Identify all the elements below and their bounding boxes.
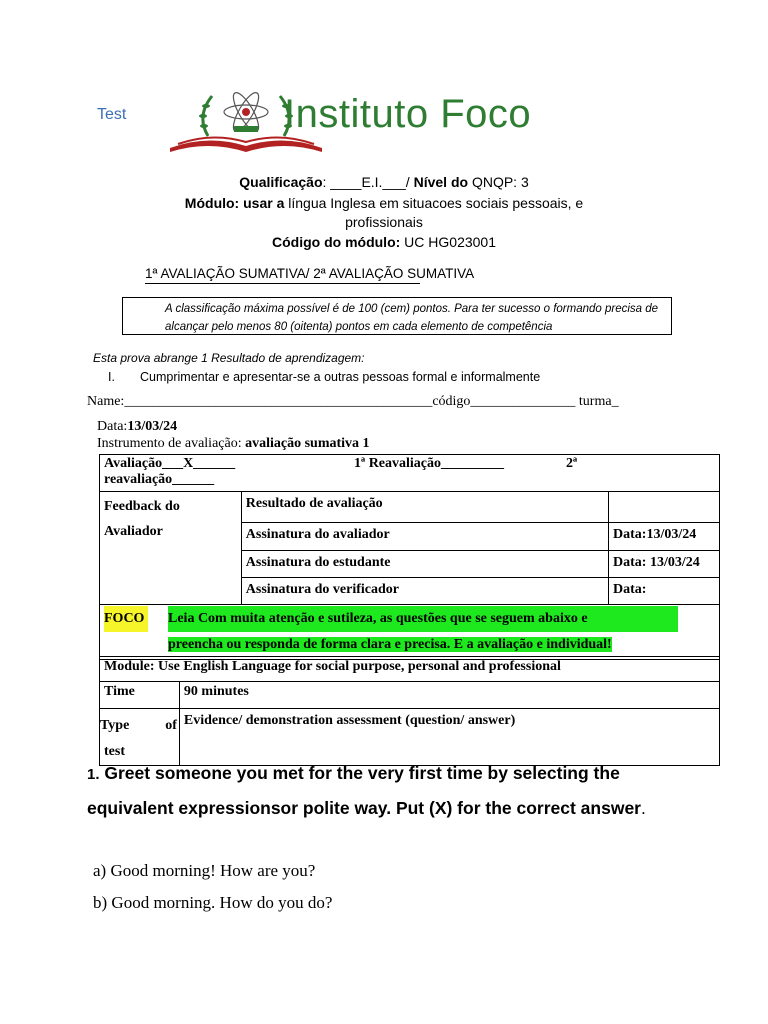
avaliacao-title: 1ª AVALIAÇÃO SUMATIVA/ 2ª AVALIAÇÃO SUMATIVA [145,266,475,281]
info-line-1: A classificação máxima possível é de 100 (cem) pontos. Para ter sucesso o formando precisa de [165,303,659,315]
info-box [122,297,672,335]
option-b[interactable]: b) Good morning. How do you do? [93,893,333,912]
time-value: 90 minutes [179,682,719,709]
logo-wordmark: Instituto Foco [284,92,532,136]
outcome-text: Cumprimentar e apresentar-se a outras pessoas formal e informalmente [140,370,541,384]
module-row: Module: Use English Language for social purpose, personal and professional [100,657,720,682]
title-underline [145,283,420,284]
assinatura-avaliador-label: Assinatura do avaliador [241,523,608,551]
resultado-value[interactable] [609,492,720,523]
info-line-2: alcançar pelo menos 80 (oitenta) pontos em cada elemento de competência [165,321,553,333]
test-label: Test [97,106,127,123]
instruction-line-1: Leia Com muita atenção e sutileza, as questões que se seguem abaixo e [168,606,678,632]
feedback-cell: Feedback do Avaliador [100,492,242,605]
qualificacao-line: Qualificação: ____E.I.___/ Nível do QNQP: 3 [239,174,529,190]
reavaliacao-2-field[interactable]: reavaliação______ [104,472,215,487]
avaliacao-row [100,455,720,492]
option-a[interactable]: a) Good morning! How are you? [93,861,316,880]
type-value: Evidence/ demonstration assessment (question/ answer) [179,709,719,766]
resultado-label: Resultado de avaliação [241,492,608,523]
reavaliacao-1-field[interactable]: 1ª Reavaliação_________ [354,456,505,471]
modulo-line-2: profissionais [345,214,423,230]
prova-intro: Esta prova abrange 1 Resultado de aprendizagem: [93,351,365,365]
instrumento-line: Instrumento de avaliação: avaliação sumativa 1 [97,436,370,451]
question-1: 1. Greet someone you met for the very first time by selecting the equivalent expressionsor polite way. Put (X) for the correct answer. [87,763,646,818]
instruction-line-2: preencha ou responda de forma clara e precisa. E a avaliação e individual! [168,637,612,652]
instructions-row [100,605,720,660]
date-estudante: Data: 13/03/24 [609,551,720,578]
modulo-line: Módulo: usar a língua Inglesa em situacoes sociais pessoais, e [184,195,584,211]
time-label: Time [100,682,180,709]
date-avaliador: Data:13/03/24 [609,523,720,551]
assinatura-verificador-label: Assinatura do verificador [241,578,608,605]
module-table [99,656,720,766]
date-line: Data:13/03/24 [97,419,178,434]
codigo-line: Código do módulo: UC HG023001 [271,234,496,250]
outcome-number: I. [108,370,115,384]
type-label: Type of test [100,709,180,766]
date-verificador: Data: [609,578,720,605]
foco-badge: FOCO [104,606,148,632]
evaluation-table [99,454,720,660]
name-code-class-line[interactable]: Name:____________________________________________código_______________ turma_ [87,394,619,409]
avaliacao-field[interactable]: Avaliação___X______ [104,456,236,471]
reavaliacao-2-label: 2ª [566,456,578,471]
assinatura-estudante-label: Assinatura do estudante [241,551,608,578]
